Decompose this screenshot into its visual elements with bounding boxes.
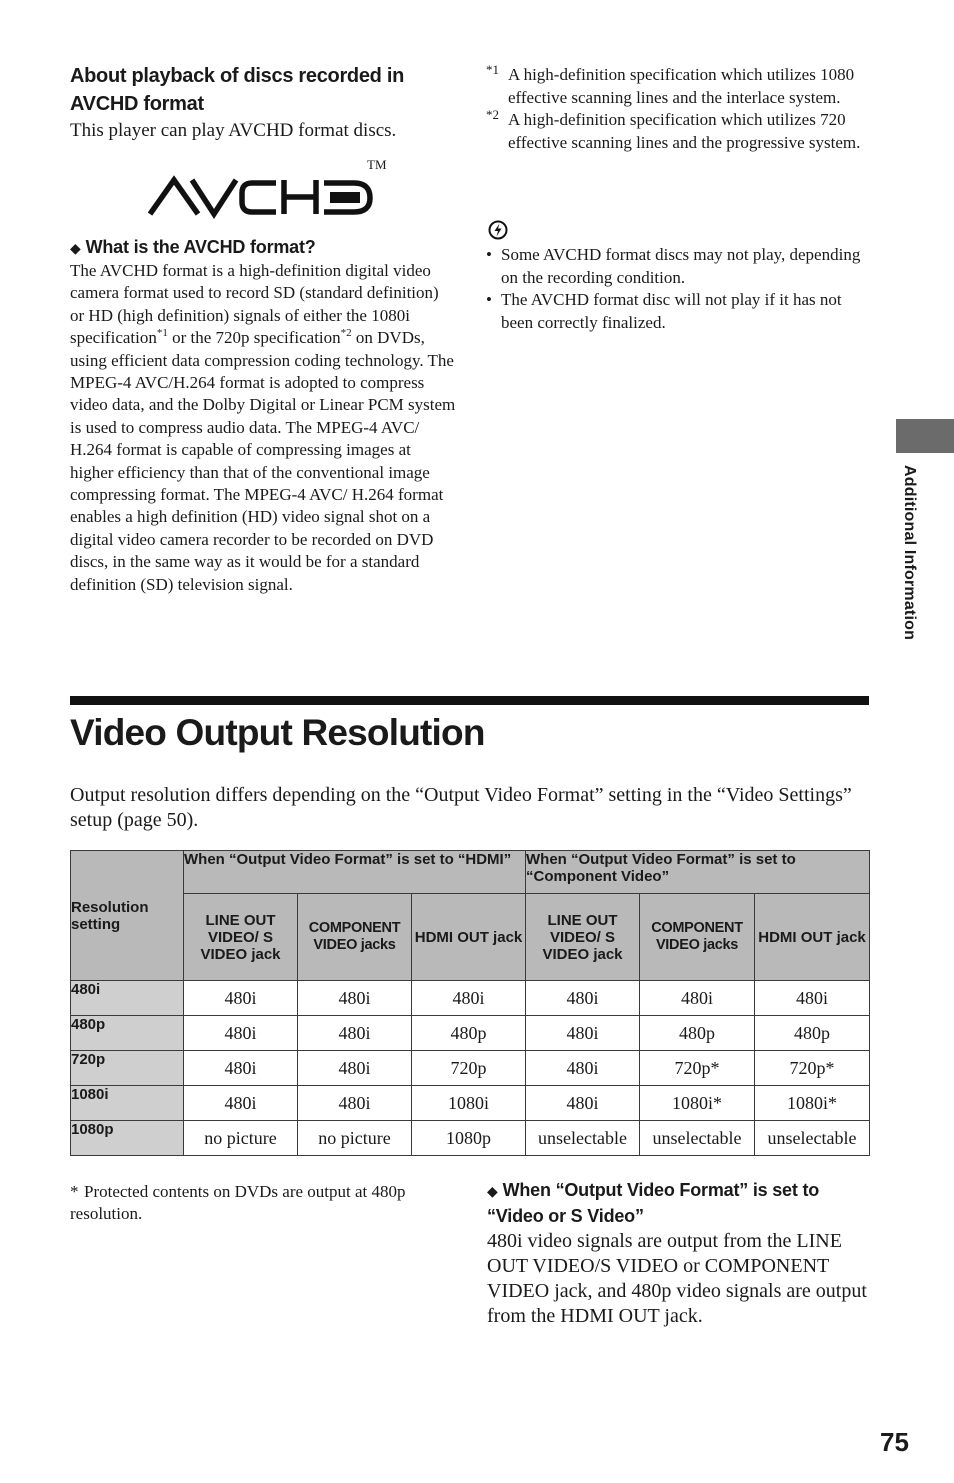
row-header: 1080i: [71, 1086, 184, 1121]
table-cell: 480i: [526, 981, 640, 1016]
note-item: • Some AVCHD format discs may not play, depending on the recording condition.: [486, 244, 870, 289]
avchd-lead: This player can play AVCHD format discs.: [70, 120, 397, 141]
table-cell: 480i: [184, 981, 298, 1016]
table-cell: unselectable: [640, 1121, 755, 1156]
table-cell: 1080i*: [755, 1086, 870, 1121]
column-header: HDMI OUT jack: [755, 894, 870, 981]
footnote-2: [486, 109, 870, 154]
video-section-heading-text: When “Output Video Format” is set to “Video or S Video”: [487, 1180, 820, 1226]
row-header: 720p: [71, 1051, 184, 1086]
table-cell: 480i: [640, 981, 755, 1016]
footnote-text: A high-definition specification which utilizes 720 effective scanning lines and the progressive system.: [508, 110, 861, 152]
side-label: Additional Information: [901, 465, 918, 641]
table-cell: 720p: [412, 1051, 526, 1086]
what-is-text-a: The AVCHD format is a high-definition digital video camera format used to record SD (standard definition) or HD (high definition) signals of either the 1080i specification: [70, 261, 439, 348]
footnote-text: A high-definition specification which utilizes 1080 effective scanning lines and the interlace system.: [508, 65, 855, 107]
table-cell: 480i: [298, 1086, 412, 1121]
corner-header: Resolution setting: [71, 851, 184, 981]
table-cell: 480i: [298, 1051, 412, 1086]
table-cell: 720p*: [640, 1051, 755, 1086]
note-icon: [488, 220, 508, 240]
table-note-text: Protected contents on DVDs are output at 480p resolution.: [70, 1182, 406, 1223]
group-header-hdmi: When “Output Video Format” is set to “HDMI”: [184, 851, 526, 894]
table-row: [71, 1121, 870, 1156]
table-cell: 1080p: [412, 1121, 526, 1156]
footnote-ref-1: *1: [156, 327, 168, 340]
table-cell: 480i: [412, 981, 526, 1016]
table-row: [71, 1051, 870, 1086]
table-cell: 480i: [184, 1086, 298, 1121]
table-cell: 480i: [526, 1016, 640, 1051]
table-cell: 1080i*: [640, 1086, 755, 1121]
video-section-body: 480i video signals are output from the LINE OUT VIDEO/S VIDEO or COMPONENT VIDEO jack, and 480p video signals are output from the HDMI OUT jack.: [487, 1230, 867, 1327]
table-cell: 480i: [298, 981, 412, 1016]
section-title: Video Output Resolution: [70, 712, 485, 753]
column-header: HDMI OUT jack: [412, 894, 526, 981]
section-rule: [70, 696, 869, 705]
note-item: • The AVCHD format disc will not play if it has not been correctly finalized.: [486, 289, 870, 334]
table-cell: unselectable: [755, 1121, 870, 1156]
row-header: 480p: [71, 1016, 184, 1051]
table-cell: 480i: [526, 1051, 640, 1086]
table-cell: 1080i: [412, 1086, 526, 1121]
table-header-row: [71, 851, 870, 894]
table-subheader-row: [71, 894, 870, 981]
notes-list: [486, 244, 870, 334]
column-header: LINE OUT VIDEO/ S VIDEO jack: [526, 894, 640, 981]
side-tab: [896, 419, 954, 453]
footnote-mark: *2: [486, 107, 499, 122]
table-cell: no picture: [184, 1121, 298, 1156]
table-cell: 480i: [526, 1086, 640, 1121]
table-cell: 480p: [755, 1016, 870, 1051]
footnote-ref-2: *2: [340, 327, 352, 340]
column-header: LINE OUT VIDEO/ S VIDEO jack: [184, 894, 298, 981]
table-cell: 480i: [755, 981, 870, 1016]
video-section-heading: [487, 1178, 867, 1229]
footnotes: [486, 64, 870, 154]
table-cell: 480i: [184, 1051, 298, 1086]
page-number: 75: [880, 1427, 909, 1457]
diamond-bullet-icon: ◆: [70, 240, 81, 256]
table-row: [71, 1016, 870, 1051]
table-cell: no picture: [298, 1121, 412, 1156]
group-header-component: When “Output Video Format” is set to “Component Video”: [526, 851, 870, 894]
avchd-logo: [148, 152, 398, 222]
diamond-bullet-icon: ◆: [487, 1183, 498, 1199]
table-row: [71, 981, 870, 1016]
section-intro: Output resolution differs depending on the “Output Video Format” setting in the “Video Settings” setup (page 50).: [70, 784, 852, 831]
what-is-text-b: or the 720p specification: [167, 328, 341, 348]
table-cell: 480p: [412, 1016, 526, 1051]
avchd-logo-icon: [148, 152, 378, 222]
trademark-mark: TM: [367, 157, 387, 172]
column-header: COMPONENT VIDEO jacks: [298, 894, 412, 981]
footnote-1: [486, 64, 870, 109]
what-is-heading-text: What is the AVCHD format?: [85, 237, 316, 257]
avchd-heading: About playback of discs recorded in AVCHD format: [70, 65, 405, 115]
row-header: 1080p: [71, 1121, 184, 1156]
table-note-mark: *: [70, 1182, 79, 1201]
what-is-text-c: on DVDs, using efficient data compression coding technology. The MPEG-4 AVC/H.264 format is adopted to compress video data, and the Dolby Digital or Linear PCM system is used to compress audio data. The MPEG-4 AVC/ H.264 format is capable of compressing images at higher efficiency than that of the conventional image compressing format. The MPEG-4 AVC/ H.264 format enables a high definition (HD) video signal shot on a digital video camera recorder to be recorded on DVD discs, in the same way as it would be for a standard definition (SD) television signal.: [70, 328, 456, 594]
what-is-heading: [70, 235, 316, 260]
table-row: [71, 1086, 870, 1121]
table-cell: 480p: [640, 1016, 755, 1051]
what-is-body: [70, 260, 456, 596]
table-cell: 480i: [184, 1016, 298, 1051]
column-header: COMPONENT VIDEO jacks: [640, 894, 755, 981]
table-cell: unselectable: [526, 1121, 640, 1156]
table-note: [70, 1181, 450, 1225]
table-cell: 480i: [298, 1016, 412, 1051]
row-header: 480i: [71, 981, 184, 1016]
table-cell: 720p*: [755, 1051, 870, 1086]
footnote-mark: *1: [486, 62, 499, 77]
resolution-table: [70, 850, 870, 1156]
